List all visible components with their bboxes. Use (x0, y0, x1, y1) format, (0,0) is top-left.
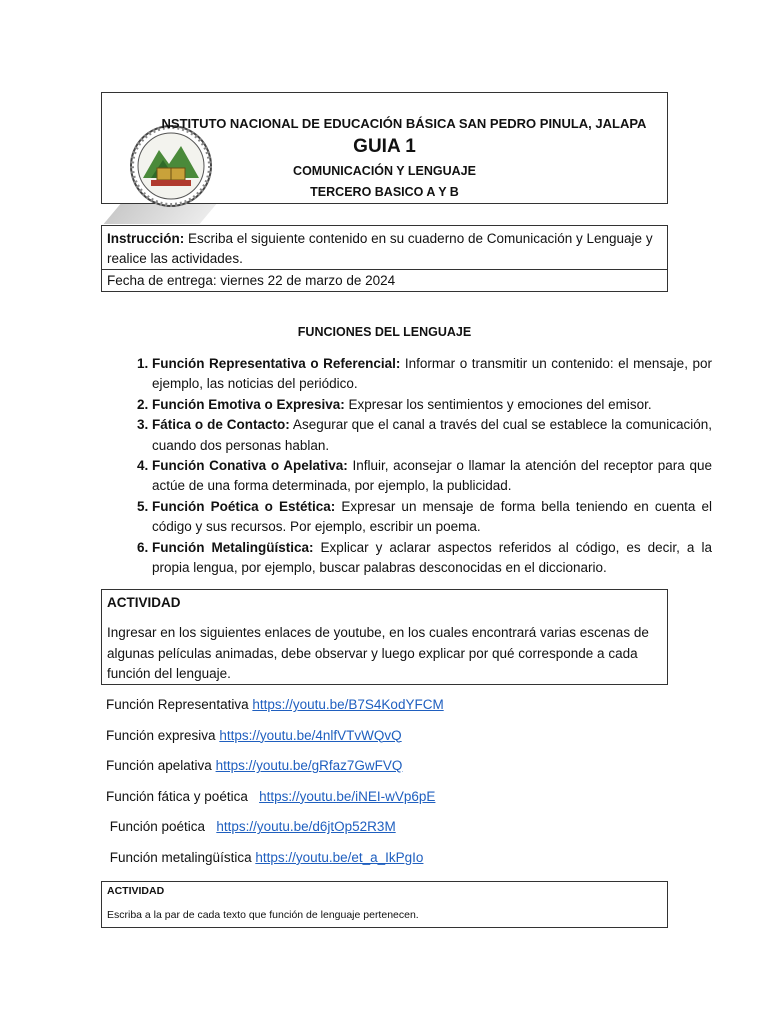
subject-title: COMUNICACIÓN Y LENGUAJE (293, 164, 476, 178)
function-desc: Informar o transmitir un contenido: el mensaje, por ejemplo, las noticias del periódico. (152, 356, 712, 392)
link-label: Función poética (106, 819, 217, 835)
list-item (152, 456, 712, 497)
function-name: Función Metalingüística: (152, 539, 314, 555)
youtube-link[interactable]: https://youtu.be/d6jtOp52R3M (216, 819, 396, 835)
section-title: FUNCIONES DEL LENGUAJE (297, 325, 472, 339)
function-name: Función Conativa o Apelativa: (152, 458, 348, 474)
youtube-link[interactable]: https://youtu.be/gRfaz7GwFVQ (215, 758, 403, 774)
list-item (152, 415, 712, 456)
youtube-link[interactable]: https://youtu.be/B7S4KodYFCM (252, 697, 444, 712)
youtube-link[interactable]: https://youtu.be/iNEI-wVp6pE (259, 788, 436, 804)
list-item (152, 497, 712, 538)
list-item (152, 354, 712, 395)
school-name: NSTITUTO NACIONAL DE EDUCACIÓN BÁSICA SAN PEDRO PINULA, JALAPA (161, 116, 647, 131)
activity-title: ACTIVIDAD (107, 595, 181, 610)
function-desc: Expresar los sentimientos y emociones del emisor. (344, 396, 652, 412)
instruction-label: Instrucción: (107, 231, 185, 246)
link-label: Función fática y poética (106, 788, 260, 804)
link-row (106, 786, 666, 817)
instruction-text: Escriba el siguiente contenido en su cuaderno de Comunicación y Lenguaje y realice las actividades. (107, 231, 653, 266)
function-desc: Asegurar que el canal a través del cual se establece la comunicación, cuando dos personas hablan. (152, 417, 712, 453)
link-row (106, 755, 666, 786)
link-row (106, 816, 666, 847)
function-name: Función Poética o Estética: (152, 498, 336, 514)
activity-box-2 (101, 881, 668, 928)
link-label: Función expresiva (106, 727, 220, 743)
activity-text: Ingresar en los siguientes enlaces de youtube, en los cuales encontrará varias escenas de algunas películas animadas, debe observar y luego explicar por qué corresponde a cada función del lenguaje. (107, 625, 649, 682)
activity-box (101, 589, 668, 685)
list-item (152, 538, 712, 579)
instruction-box (101, 225, 668, 270)
youtube-link[interactable]: https://youtu.be/4nlfVTvWQvQ (219, 727, 402, 743)
link-row (106, 847, 666, 878)
video-links (106, 694, 666, 878)
guide-title: GUIA 1 (353, 136, 416, 157)
function-name: Función Representativa o Referencial: (152, 356, 401, 371)
link-label: Función Representativa (106, 697, 253, 712)
link-label: Función metalingüística (106, 849, 256, 865)
function-desc: Explicar y aclarar aspectos referidos al código, es decir, a la propia lengua, por ejemplo, buscar palabras desconocidas en el diccionario. (152, 539, 712, 576)
functions-list (101, 354, 712, 578)
function-name: Función Emotiva o Expresiva: (152, 396, 345, 412)
link-row (106, 694, 666, 725)
activity-text-2: Escriba a la par de cada texto que función de lenguaje pertenecen. (107, 909, 419, 921)
function-desc: Influir, aconsejar o llamar la atención del receptor para que actúe de una forma determinada, por ejemplo, la publicidad. (152, 458, 712, 494)
link-label: Función apelativa (106, 758, 216, 774)
grade-title: TERCERO BASICO A Y B (310, 185, 459, 199)
activity-title-2: ACTIVIDAD (107, 885, 165, 897)
function-name: Fática o de Contacto: (152, 417, 290, 433)
link-row (106, 725, 666, 756)
list-item (152, 395, 712, 415)
function-desc: Expresar un mensaje de forma bella teniendo en cuenta el código y sus recursos. Por ejemplo, escribir un poema. (152, 498, 712, 535)
youtube-link[interactable]: https://youtu.be/et_a_IkPgIo (255, 849, 424, 865)
due-date: Fecha de entrega: viernes 22 de marzo de 2024 (101, 269, 668, 292)
